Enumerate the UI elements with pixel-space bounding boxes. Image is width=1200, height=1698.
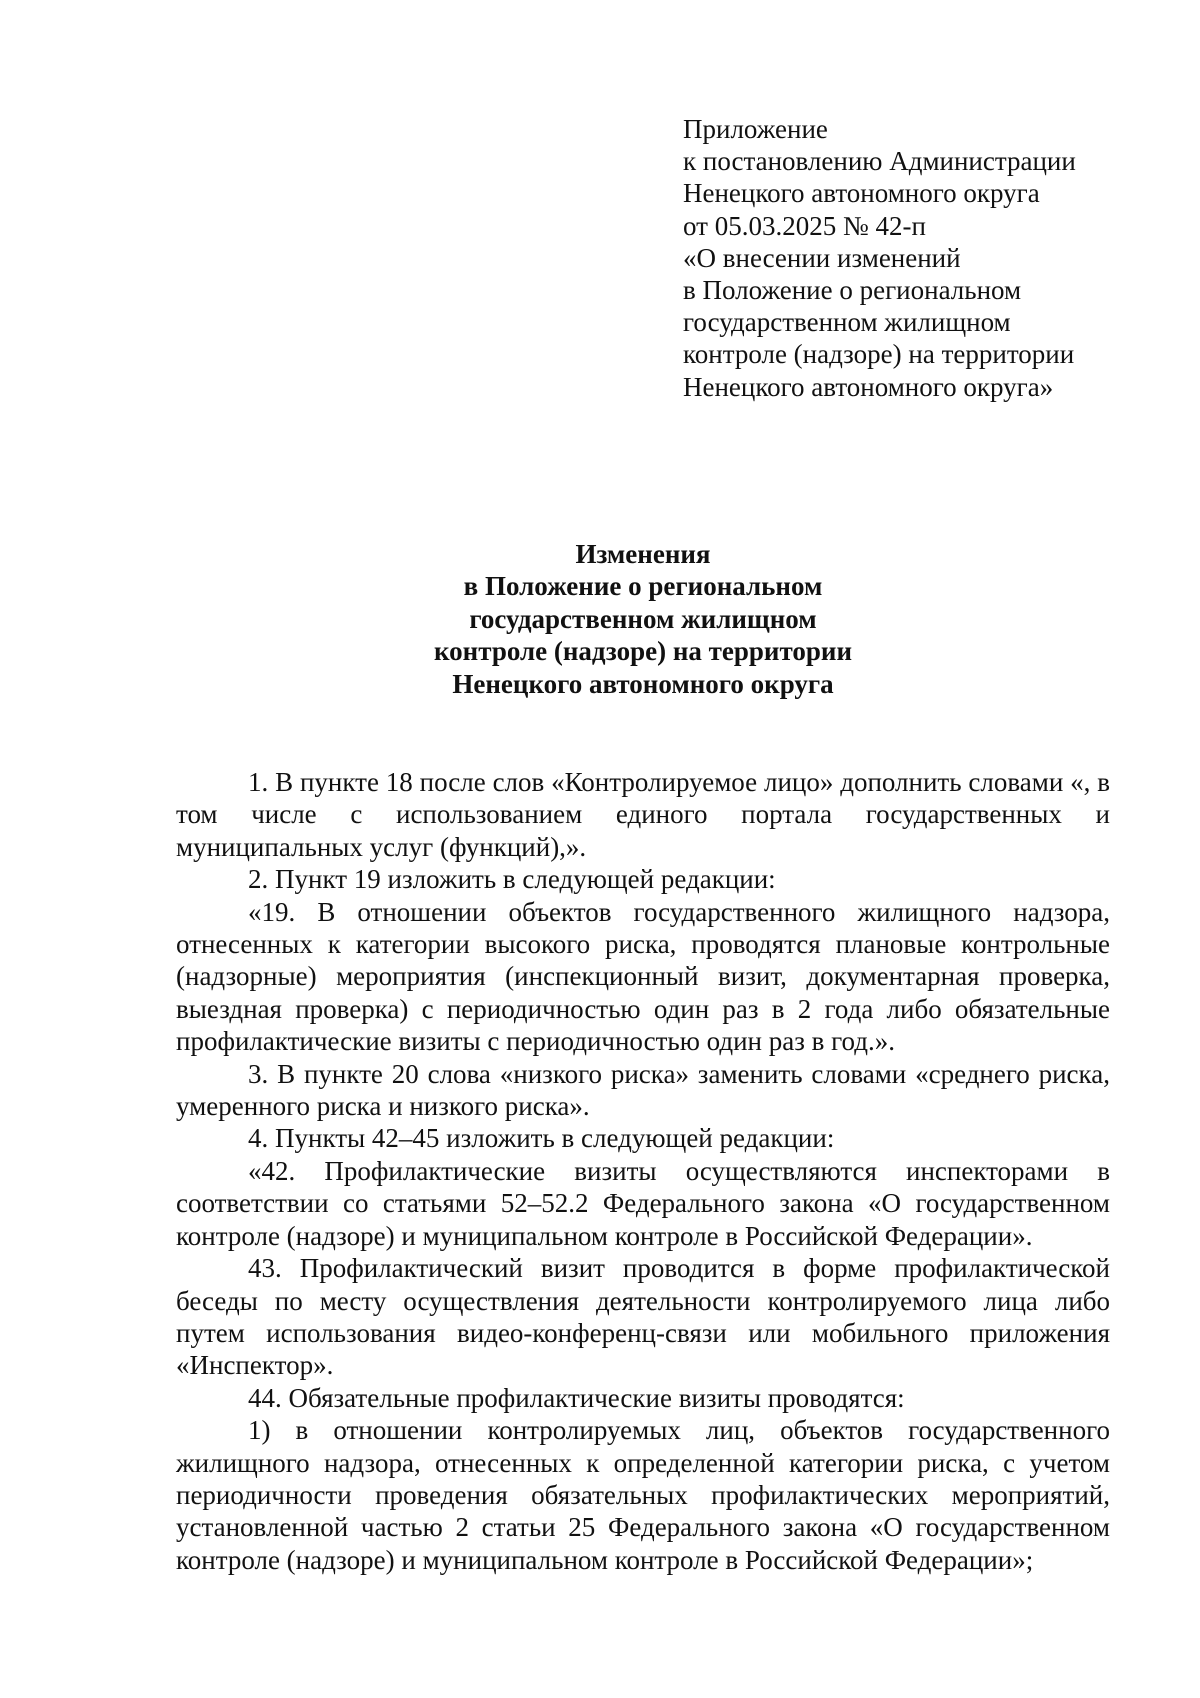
paragraph-3: «19. В отношении объектов государственного жилищного надзора, отнесенных к категории высокого риска, проводятся плановые контрольные (надзорные) мероприятия (инспекционный визит, документарная проверка, выездная проверка) с периодичностью один раз в 2 года либо обязательные профилактические визиты с периодичностью один раз в год.».: [176, 896, 1110, 1057]
paragraph-8: 44. Обязательные профилактические визиты проводятся:: [248, 1382, 905, 1413]
paragraph-5: 4. Пункты 42–45 изложить в следующей редакции:: [248, 1123, 835, 1154]
paragraph-1: 1. В пункте 18 после слов «Контролируемое лицо» дополнить словами «, в том числе с использованием единого портала государственных и муниципальных услуг (функций),».: [176, 767, 1110, 862]
appendix-line: «О внесении изменений: [683, 242, 961, 273]
paragraph-9: 1) в отношении контролируемых лиц, объектов государственного жилищного надзора, отнесенных к определенной категории риска, с учетом периодичности проведения обязательных профилактических мероприятий, установленной частью 2 статьи 25 Федерального закона «О государственном контроле (надзоре) и муниципальном контроле в Российской Федерации»;: [176, 1415, 1110, 1575]
appendix-block: [683, 113, 1163, 403]
appendix-line: государственном жилищном: [683, 307, 1011, 338]
paragraph-6: «42. Профилактические визиты осуществляются инспекторами в соответствии со статьями 52–52.2 Федерального закона «О государственном контроле (надзоре) и муниципальном контроле в Российской Федерации».: [176, 1155, 1110, 1251]
appendix-line: контроле (надзоре) на территории: [683, 339, 1075, 370]
paragraph-7: 43. Профилактический визит проводится в форме профилактической беседы по месту осуществления деятельности контролируемого лица либо путем использования видео-конференц-связи или мобильного приложения «Инспектор».: [176, 1253, 1110, 1381]
document-body: [176, 766, 1110, 1576]
document-title: [176, 538, 1110, 700]
paragraph-4: 3. В пункте 20 слова «низкого риска» заменить словами «среднего риска, умеренного риска и низкого риска».: [176, 1058, 1110, 1122]
appendix-line: от 05.03.2025 № 42-п: [683, 210, 926, 241]
appendix-line: Приложение: [683, 114, 828, 144]
title-line: Ненецкого автономного округа: [452, 668, 834, 699]
title-line: Изменения: [575, 539, 711, 569]
appendix-line: Ненецкого автономного округа: [683, 178, 1040, 209]
title-line: государственном жилищном: [469, 603, 817, 634]
paragraph-2: 2. Пункт 19 изложить в следующей редакции:: [248, 864, 776, 895]
appendix-line: к постановлению Администрации: [683, 146, 1076, 177]
appendix-line: Ненецкого автономного округа»: [683, 371, 1054, 402]
title-line: контроле (надзоре) на территории: [433, 636, 853, 667]
appendix-line: в Положение о региональном: [683, 275, 1022, 306]
title-line: в Положение о региональном: [463, 571, 823, 602]
